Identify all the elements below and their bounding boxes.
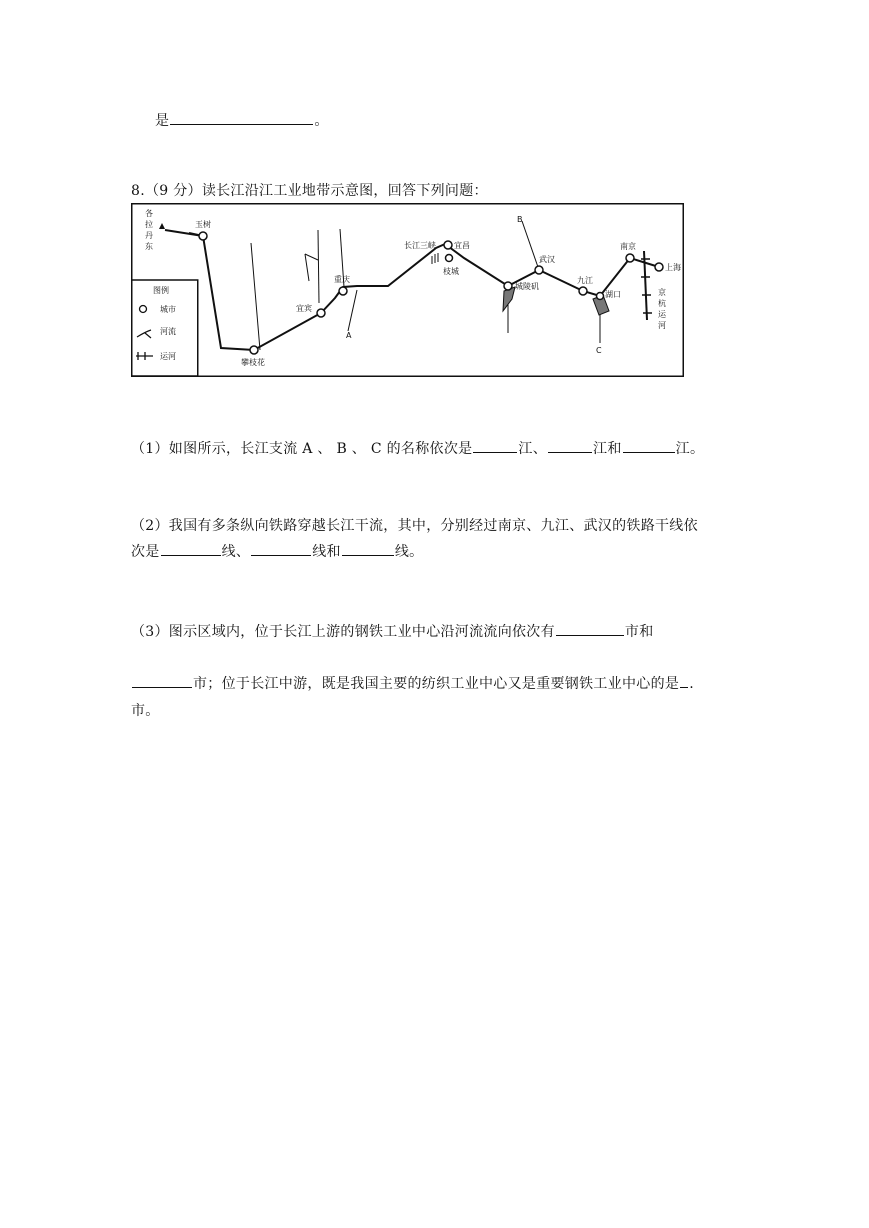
city-label-panzhihua: 攀枝花 [241, 358, 265, 367]
svg-text:河: 河 [658, 321, 666, 330]
city-label-three-gorges: 长江三峡 [404, 241, 436, 250]
city-label-nanjing: 南京 [620, 242, 636, 251]
top-line-prefix: 是 [155, 113, 170, 129]
svg-text:杭: 杭 [658, 299, 666, 308]
answer-blank-q3-c[interactable] [680, 673, 688, 688]
answer-blank-q2-a[interactable] [161, 541, 221, 556]
tributary-label-a: A [346, 331, 352, 340]
city-marker-hukou [597, 293, 604, 300]
answer-blank-q1-c[interactable] [623, 438, 675, 453]
question-8-title: 8.（9 分）读长江沿江工业地带示意图，回答下列问题： [131, 183, 488, 199]
question-8-part-1: （1）如图所示，长江支流 A 、 B 、 C 的名称依次是 江、 江和 江。 [131, 438, 704, 458]
city-label-yibin: 宜宾 [296, 304, 312, 313]
top-line [155, 110, 329, 130]
legend-city-label: 城市 [160, 305, 176, 314]
city-label-wuhan: 武汉 [539, 255, 555, 264]
city-marker-yushu [199, 232, 207, 240]
city-marker-zhicheng [446, 255, 453, 262]
city-marker-shanghai [655, 263, 663, 271]
highlight-dot: . [689, 676, 694, 692]
answer-blank-q1-b[interactable] [548, 438, 592, 453]
city-marker-wuhan [535, 266, 543, 274]
svg-text:东: 东 [145, 242, 153, 251]
city-label-jiujiang: 九江 [577, 276, 593, 285]
city-marker-jiujiang [579, 287, 587, 295]
city-label-chongqing: 重庆 [334, 275, 350, 284]
answer-blank-q2-b[interactable] [251, 541, 311, 556]
svg-text:拉: 拉 [145, 220, 153, 229]
tributary-label-b: B [517, 215, 523, 224]
answer-blank-q3-a[interactable] [556, 621, 624, 636]
city-marker-panzhihua [250, 346, 258, 354]
svg-text:各: 各 [145, 209, 153, 218]
question-8-part-2-line-2: 次是 线、 线和 线。 [131, 541, 423, 561]
legend-canal-label: 运河 [160, 352, 176, 361]
svg-text:京: 京 [658, 288, 666, 297]
city-marker-chongqing [339, 287, 347, 295]
question-8-part-2-line-1: （2）我国有多条纵向铁路穿越长江干流，其中，分别经过南京、九江、武汉的铁路干线依 [131, 518, 698, 534]
svg-text:运: 运 [658, 310, 666, 319]
top-line-suffix: 。 [314, 113, 329, 129]
city-label-yushu: 玉树 [195, 220, 211, 229]
city-label-yichang: 宜昌 [454, 241, 470, 250]
tributary-label-c: C [596, 346, 602, 355]
question-8-part-3-line-1: （3）图示区域内，位于长江上游的钢铁工业中心沿河流流向依次有 市和 [131, 621, 654, 641]
yangtze-industrial-belt-map [131, 203, 684, 377]
city-marker-chenglingji [504, 282, 512, 290]
city-label-chenglingji: 城陵矶 [515, 282, 539, 291]
answer-blank-top[interactable] [170, 110, 313, 125]
city-marker-nanjing [626, 254, 634, 262]
legend-city-icon [140, 306, 147, 313]
legend-river-label: 河流 [160, 327, 176, 336]
map-legend [132, 280, 198, 376]
question-8-part-3-line-3: 市。 [131, 703, 160, 719]
legend-title: 图例 [153, 286, 169, 295]
answer-blank-q2-c[interactable] [342, 541, 394, 556]
answer-blank-q3-b[interactable] [132, 673, 192, 688]
city-label-zhicheng: 枝城 [443, 267, 459, 276]
city-marker-yibin [317, 309, 325, 317]
answer-blank-q1-a[interactable] [473, 438, 517, 453]
city-label-hukou: 湖口 [605, 290, 621, 299]
svg-text:丹: 丹 [145, 231, 153, 240]
question-8-part-3-line-2: 市；位于长江中游，既是我国主要的纺织工业中心又是重要钢铁工业中心的是 . [131, 673, 694, 693]
city-marker-yichang [444, 241, 452, 249]
city-label-shanghai: 上海 [665, 263, 681, 272]
